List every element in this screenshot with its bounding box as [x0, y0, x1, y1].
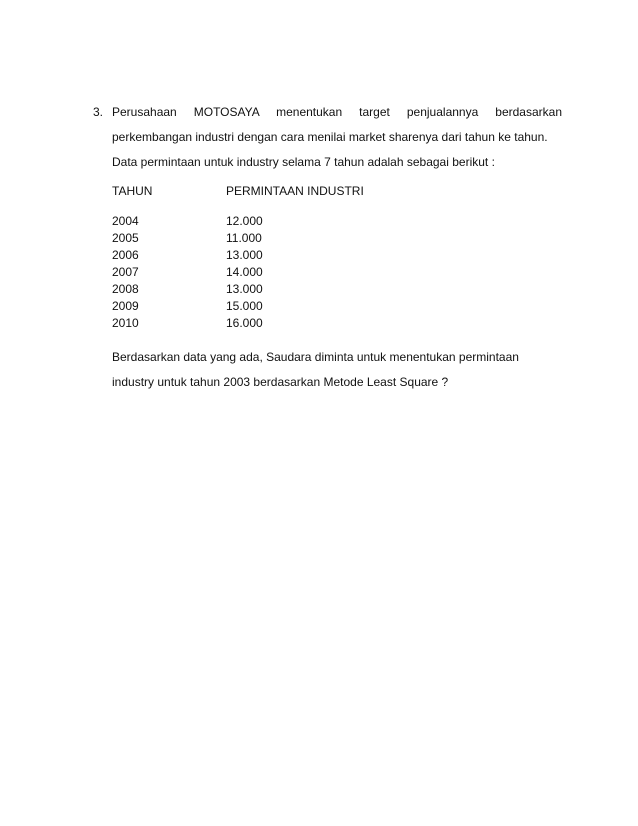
demand-cell: 13.000 [226, 282, 263, 296]
table-row [112, 264, 412, 281]
demand-cell: 16.000 [226, 316, 263, 330]
closing-line-2: industry untuk tahun 2003 berdasarkan Metode Least Square ? [112, 375, 449, 389]
table-row [112, 213, 412, 230]
year-cell: 2007 [112, 265, 139, 279]
table-row [112, 298, 412, 315]
demand-cell: 12.000 [226, 214, 263, 228]
year-cell: 2006 [112, 248, 139, 262]
header-year: TAHUN [112, 184, 153, 198]
year-cell: 2005 [112, 231, 139, 245]
year-cell: 2010 [112, 316, 139, 330]
table-row [112, 281, 412, 298]
question-line-1: Perusahaan MOTOSAYA menentukan target penjualannya berdasarkan [112, 105, 562, 119]
demand-cell: 13.000 [226, 248, 263, 262]
demand-table [112, 183, 412, 332]
header-demand: PERMINTAAN INDUSTRI [226, 184, 364, 198]
question-number: 3. [93, 105, 104, 119]
closing-line-1: Berdasarkan data yang ada, Saudara diminta untuk menentukan permintaan [112, 350, 519, 364]
demand-cell: 11.000 [226, 231, 262, 245]
question-line-3: Data permintaan untuk industry selama 7 tahun adalah sebagai berikut : [112, 155, 495, 169]
year-cell: 2004 [112, 214, 139, 228]
year-cell: 2009 [112, 299, 139, 313]
table-header [112, 183, 412, 199]
demand-cell: 15.000 [226, 299, 263, 313]
table-row [112, 247, 412, 264]
demand-cell: 14.000 [226, 265, 263, 279]
year-cell: 2008 [112, 282, 139, 296]
table-row [112, 315, 412, 332]
table-row [112, 230, 412, 247]
question-line-2: perkembangan industri dengan cara menilai market sharenya dari tahun ke tahun. [112, 130, 548, 144]
